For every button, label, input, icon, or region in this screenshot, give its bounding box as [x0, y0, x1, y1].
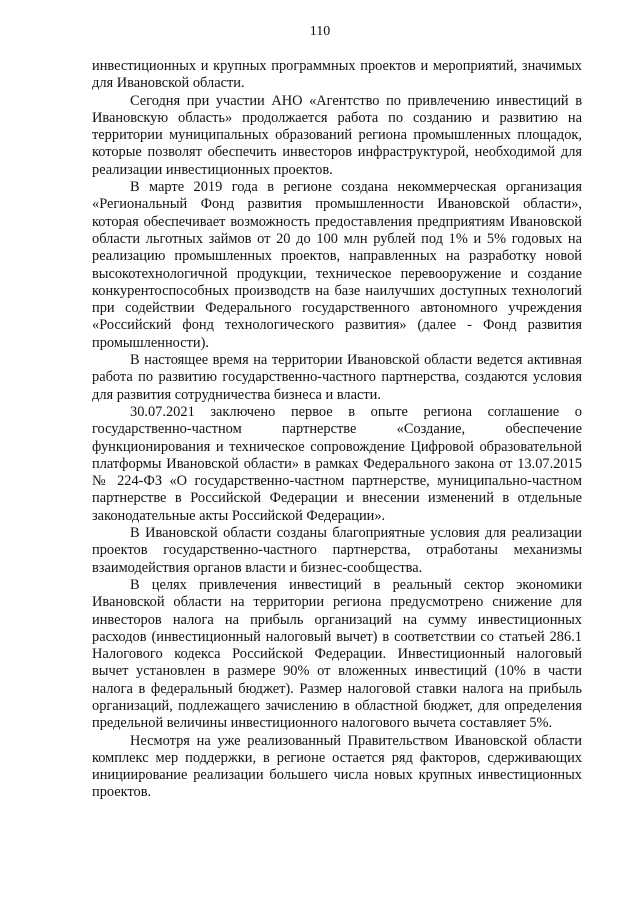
paragraph: инвестиционных и крупных программных проектов и мероприятий, значимых для Ивановской области.: [92, 58, 582, 92]
paragraph: В целях привлечения инвестиций в реальный сектор экономики Ивановской области на территории региона предусмотрено снижение для инвесторов налога на прибыль организаций на сумму инвестиционных расходов (инвестиционный налоговый вычет) в соответствии со статьей 286.1 Налогового кодекса Российской Федерации. Инвестиционный налоговый вычет установлен в размере 90% от вложенных инвестиций (10% в части налога в федеральный бюджет). Размер налоговой ставки налога на прибыль организаций, подлежащего зачислению в областной бюджет, для определения предельной величины инвестиционного налогового вычета составляет 5%.: [92, 576, 582, 732]
paragraph: Несмотря на уже реализованный Правительством Ивановской области комплекс мер поддержки, в регионе остается ряд факторов, сдерживающих инициирование реализации большего числа новых крупных инвестиционных проектов.: [92, 732, 582, 801]
body-text: [92, 58, 582, 802]
paragraph: В марте 2019 года в регионе создана некоммерческая организация «Региональный Фонд развития промышленности Ивановской области», которая обеспечивает возможность предоставления предприятиям Ивановской области льготных займов от 20 до 100 млн рублей под 1% и 5% годовых на реализацию промышленных проектов, направленных на разработку новой высокотехнологичной продукции, техническое перевооружение и создание конкурентоспособных производств на базе наилучших доступных технологий при содействии Федерального государственного автономного учреждения «Российский фонд технологического развития» (далее - Фонд развития промышленности).: [92, 179, 582, 351]
paragraph: В Ивановской области созданы благоприятные условия для реализации проектов государственно-частного партнерства, отработаны механизмы взаимодействия органов власти и бизнес-сообщества.: [92, 525, 582, 576]
paragraph: 30.07.2021 заключено первое в опыте региона соглашение о государственно-частном партнерстве «Создание, обеспечение функционирования и техническое сопровождение Цифровой образовательной платформы Ивановской области» в рамках Федерального закона от 13.07.2015 № 224-ФЗ «О государственно-частном партнерстве, муниципально-частном партнерстве в Российской Федерации и внесении изменений в отдельные законодательные акты Российской Федерации».: [92, 403, 582, 524]
paragraph: В настоящее время на территории Ивановской области ведется активная работа по развитию государственно-частного партнерства, создаются условия для развития сотрудничества бизнеса и власти.: [92, 352, 582, 403]
paragraph: Сегодня при участии АНО «Агентство по привлечению инвестиций в Ивановскую область» продолжается работа по созданию и развитию на территории муниципальных образований региона промышленных площадок, которые позволят обеспечить инвесторов инфраструктурой, необходимой для реализации инвестиционных проектов.: [92, 92, 582, 178]
page-number: 110: [309, 24, 331, 39]
